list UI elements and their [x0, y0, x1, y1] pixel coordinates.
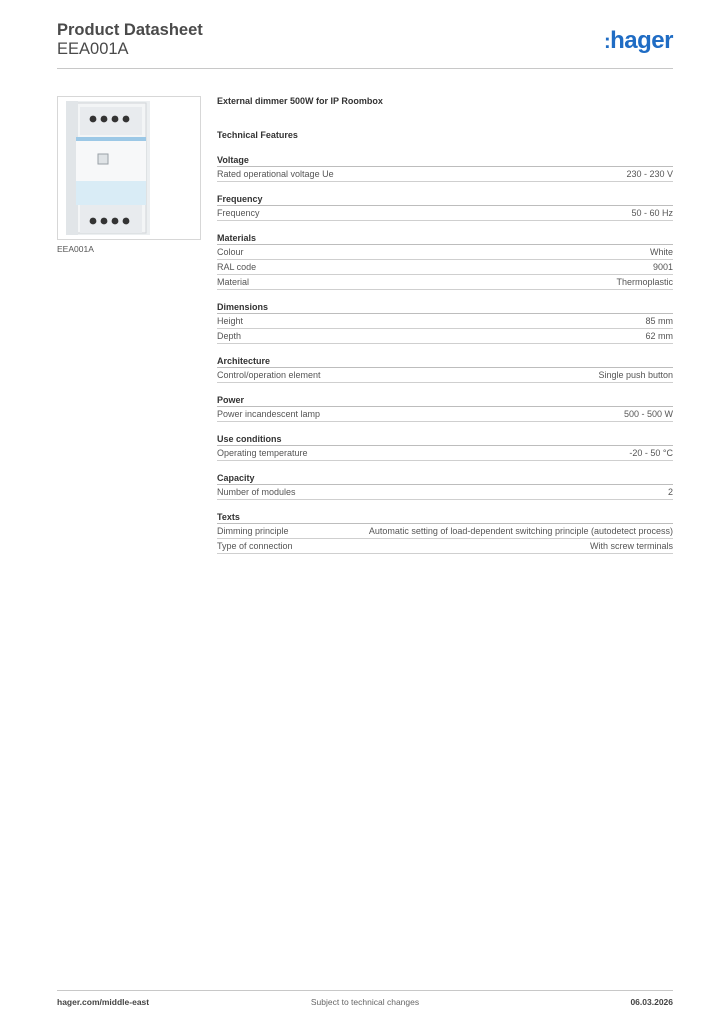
spec-row [217, 407, 673, 422]
image-caption: EEA001A [57, 244, 94, 254]
spec-label: Control/operation element [217, 370, 321, 380]
spec-label: Operating temperature [217, 448, 308, 458]
spec-value: 2 [667, 487, 673, 497]
spec-label: Dimming principle [217, 526, 289, 536]
feature-section [217, 233, 673, 290]
footer-website: hager.com/middle-east [57, 997, 150, 1007]
section-title: Voltage [217, 155, 673, 167]
spec-label: Rated operational voltage Ue [217, 169, 334, 179]
document-title: Product Datasheet [57, 21, 203, 39]
spec-label: Type of connection [217, 541, 293, 551]
footer-notice: Subject to technical changes [310, 997, 420, 1007]
section-title: Use conditions [217, 434, 673, 446]
spec-label: Material [217, 277, 250, 287]
feature-section [217, 155, 673, 182]
feature-section [217, 473, 673, 500]
spec-row [217, 260, 673, 275]
header-divider [57, 68, 673, 69]
spec-row [217, 245, 673, 260]
page-header [57, 20, 673, 68]
section-title: Capacity [217, 473, 673, 485]
feature-section [217, 302, 673, 344]
section-title: Materials [217, 233, 673, 245]
section-title: Architecture [217, 356, 673, 368]
section-title: Texts [217, 512, 673, 524]
spec-label: Depth [217, 331, 242, 341]
spec-value: 500 - 500 W [623, 409, 673, 419]
footer-divider [57, 990, 673, 991]
spec-row [217, 329, 673, 344]
spec-value: With screw terminals [589, 541, 673, 551]
product-code: EEA001A [57, 40, 129, 58]
spec-label: Height [217, 316, 244, 326]
dimmer-device-illustration [58, 97, 200, 239]
spec-row [217, 485, 673, 500]
spec-value: 50 - 60 Hz [631, 208, 673, 218]
product-image [57, 96, 201, 240]
spec-row [217, 524, 673, 539]
spec-row [217, 368, 673, 383]
section-title: Dimensions [217, 302, 673, 314]
page-footer [57, 997, 673, 1011]
hager-logo: :hager [603, 27, 673, 54]
spec-row [217, 314, 673, 329]
technical-features-heading: Technical Features [217, 130, 298, 140]
spec-value: 230 - 230 V [626, 169, 673, 179]
spec-value: 62 mm [645, 331, 673, 341]
feature-section [217, 434, 673, 461]
section-title: Power [217, 395, 673, 407]
spec-value: White [649, 247, 673, 257]
technical-content [217, 96, 673, 554]
feature-section [217, 395, 673, 422]
feature-sections [217, 155, 673, 554]
footer-date: 06.03.2026 [630, 997, 673, 1007]
spec-label: Frequency [217, 208, 260, 218]
spec-row [217, 539, 673, 554]
spec-row [217, 206, 673, 221]
spec-value: Thermoplastic [616, 277, 673, 287]
spec-value: 9001 [652, 262, 673, 272]
spec-value: Automatic setting of load-dependent switching principle (autodetect process) [368, 526, 673, 536]
spec-value: -20 - 50 °C [629, 448, 673, 458]
spec-label: Colour [217, 247, 244, 257]
spec-label: Power incandescent lamp [217, 409, 321, 419]
spec-value: Single push button [598, 370, 673, 380]
spec-value: 85 mm [645, 316, 673, 326]
spec-label: RAL code [217, 262, 257, 272]
spec-row [217, 275, 673, 290]
spec-label: Number of modules [217, 487, 296, 497]
spec-row [217, 446, 673, 461]
spec-row [217, 167, 673, 182]
logo-wordmark: hager [610, 27, 673, 54]
feature-section [217, 512, 673, 554]
feature-section [217, 194, 673, 221]
feature-section [217, 356, 673, 383]
product-description: External dimmer 500W for IP Roombox [217, 96, 383, 106]
section-title: Frequency [217, 194, 673, 206]
